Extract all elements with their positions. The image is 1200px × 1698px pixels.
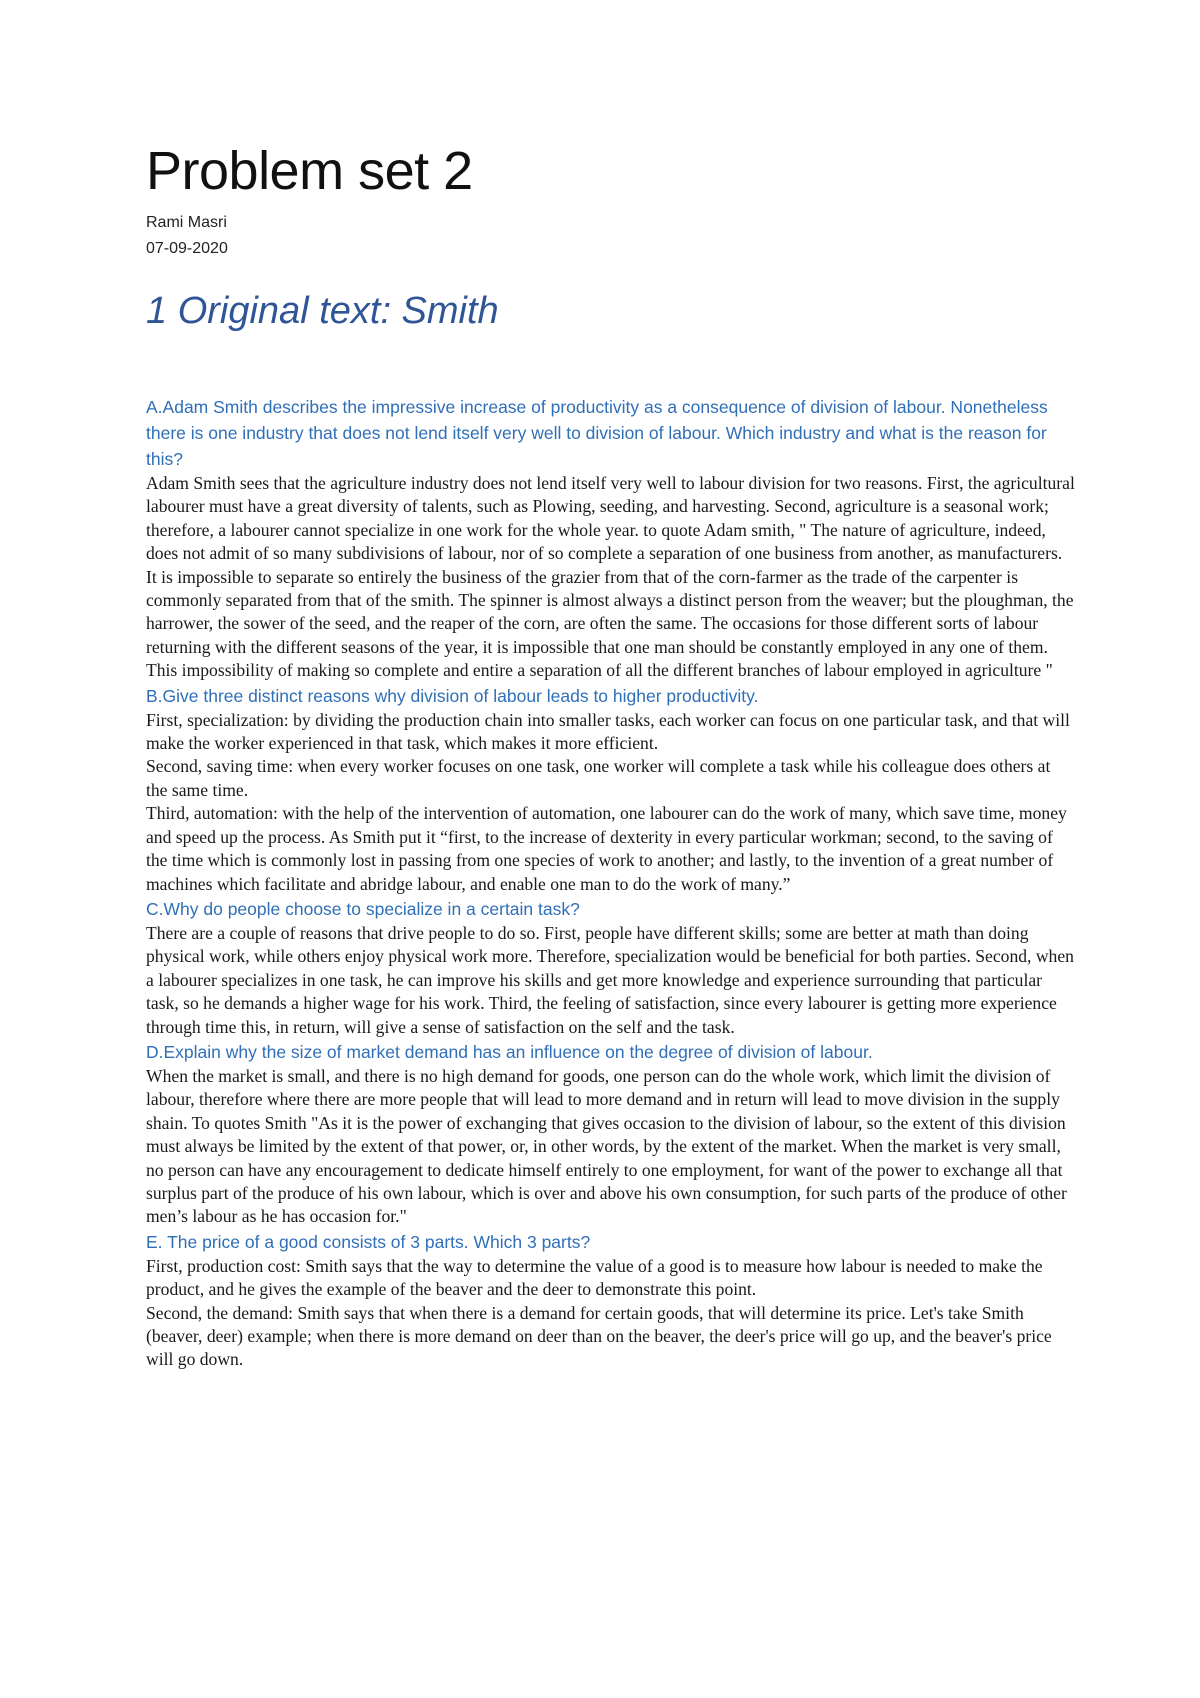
question-a: A.Adam Smith describes the impressive increase of productivity as a consequence of division of labour. Nonetheless there is one industry that does not lend itself very well to division of labour. Which industry and what is the reason for this? bbox=[146, 397, 1048, 469]
question-b: B.Give three distinct reasons why division of labour leads to higher productivity. bbox=[146, 685, 759, 706]
answer-d bbox=[146, 1065, 1076, 1229]
question-d: D.Explain why the size of market demand has an influence on the degree of division of labour. bbox=[146, 1041, 873, 1062]
answer-d-paragraph: When the market is small, and there is no high demand for goods, one person can do the whole work, which limit the division of labour, therefore where there are more people that will lead to more demand and in return will lead to move division in the supply shain. To quotes Smith "As it is the power of exchanging that gives occasion to the division of labour, so the extent of this division must always be limited by the extent of that power, or, in other words, by the extent of the market. When the market is very small, no person can have any encouragement to dedicate himself entirely to one employment, for want of the power to exchange all that surplus part of the produce of his own labour, which is over and above his own consumption, for such parts of the produce of other men’s labour as he has occasion for." bbox=[146, 1065, 1067, 1227]
answer-b bbox=[146, 709, 1076, 896]
answer-e-paragraph-2: Second, the demand: Smith says that when there is a demand for certain goods, that will determine its price. Let's take Smith (beaver, deer) example; when there is more demand on deer than on the beaver, the deer's price will go up, and the beaver's price will go down. bbox=[146, 1302, 1052, 1370]
answer-c-paragraph: There are a couple of reasons that drive people to do so. First, people have different skills; some are better at math than doing physical work, while others enjoy physical work more. Therefore, specialization would be beneficial for both parties. Second, when a labourer specializes in one task, he can improve his skills and get more knowledge and experience surrounding that particular task, so he demands a higher wage for his work. Third, the feeling of satisfaction, since every labourer is getting more experience through time this, in return, will give a sense of satisfaction on the self and the task. bbox=[146, 922, 1074, 1037]
section-heading: 1 Original text: Smith bbox=[146, 290, 499, 332]
document-content bbox=[146, 140, 1076, 1372]
document-title: Problem set 2 bbox=[146, 141, 473, 201]
answer-e-paragraph-1: First, production cost: Smith says that the way to determine the value of a good is to measure how labour is needed to make the product, and he gives the example of the beaver and the deer to demonstrate this point. bbox=[146, 1255, 1043, 1300]
author-name: Rami Masri bbox=[146, 214, 227, 231]
answer-e bbox=[146, 1255, 1076, 1372]
question-answer-list bbox=[146, 394, 1076, 1372]
question-e: E. The price of a good consists of 3 parts. Which 3 parts? bbox=[146, 1231, 591, 1252]
answer-b-paragraph-3: Third, automation: with the help of the intervention of automation, one labourer can do the work of many, which save time, money and speed up the process. As Smith put it “first, to the increase of dexterity in every particular workman; second, to the saving of the time which is commonly lost in passing from one species of work to another; and lastly, to the invention of a great number of machines which facilitate and abridge labour, and enable one man to do the work of many.” bbox=[146, 803, 1067, 894]
answer-a bbox=[146, 472, 1076, 683]
question-c: C.Why do people choose to specialize in a certain task? bbox=[146, 898, 580, 919]
answer-b-paragraph-1: First, specialization: by dividing the production chain into smaller tasks, each worker can focus on one particular task, and that will make the worker experienced in that task, which makes it more efficient. bbox=[146, 709, 1070, 754]
answer-a-paragraph: Adam Smith sees that the agriculture industry does not lend itself very well to labour division for two reasons. First, the agricultural labourer must have a great diversity of talents, such as Plowing, seeding, and harvesting. Second, agriculture is a seasonal work; therefore, a labourer cannot specialize in one work for the whole year. to quote Adam smith, " The nature of agriculture, indeed, does not admit of so many subdivisions of labour, nor of so complete a separation of one business from another, as manufacturers. It is impossible to separate so entirely the business of the grazier from that of the corn-farmer as the trade of the carpenter is commonly separated from that of the smith. The spinner is almost always a distinct person from the weaver; but the ploughman, the harrower, the sower of the seed, and the reaper of the corn, are often the same. The occasions for those different sorts of labour returning with the different seasons of the year, it is impossible that one man should be constantly employed in any one of them. This impossibility of making so complete and entire a separation of all the different branches of labour employed in agriculture " bbox=[146, 473, 1075, 681]
answer-c bbox=[146, 922, 1076, 1039]
document-date: 07-09-2020 bbox=[146, 240, 228, 257]
answer-b-paragraph-2: Second, saving time: when every worker focuses on one task, one worker will complete a task while his colleague does others at the same time. bbox=[146, 756, 1051, 800]
